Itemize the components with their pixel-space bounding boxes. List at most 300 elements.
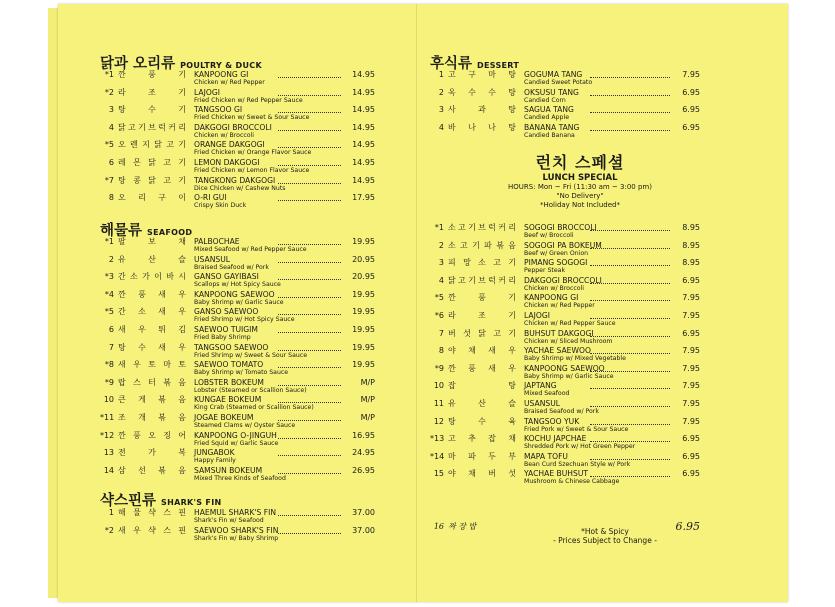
item-number: 11 <box>433 398 444 408</box>
item-number: 8 <box>108 193 114 203</box>
item-price: 14.95 <box>352 157 375 167</box>
item-name-en: PALBOCHAE <box>194 237 240 246</box>
item-description: Crispy Skin Duck <box>194 202 247 210</box>
item-name-ko: 탕 수 육 <box>448 416 516 426</box>
item-name-en: MAPA TOFU <box>524 451 568 461</box>
dot-leader <box>590 300 670 301</box>
dot-leader <box>590 388 670 389</box>
item-name-en: KANPOONG SAEWOO <box>524 363 605 373</box>
item-name-ko: 바 나 나 탕 <box>448 122 516 132</box>
menu-item <box>100 158 375 176</box>
item-number: 3 <box>438 105 444 115</box>
item-description: Chicken w/ Red Pepper <box>194 79 265 86</box>
item-name-en: SAMSUN BOKEUM <box>194 465 263 475</box>
dot-leader <box>590 283 670 284</box>
menu-item <box>430 364 700 382</box>
dot-leader <box>590 353 670 354</box>
item-name-ko: 고 추 잡 채 <box>448 434 516 444</box>
item-name-ko: 탕 수 기 <box>118 105 186 115</box>
item-name-en: DAKGOGI BROCCOLI <box>194 122 272 132</box>
item-description: Dice Chicken w/ Cashew Nuts <box>194 184 286 192</box>
lunch-hours: HOURS: Mon ~ Fri (11:30 am ~ 3:00 pm) <box>508 183 652 191</box>
item-description: Baby Shrimp w/ Mixed Vegetable <box>524 355 626 363</box>
section-header-sharksfin <box>100 489 221 510</box>
item-number: 7 <box>108 342 114 352</box>
menu-item <box>430 88 700 106</box>
item-number: *13 <box>430 434 445 444</box>
dot-leader <box>278 262 341 263</box>
item-price: 6.95 <box>682 105 700 115</box>
dot-leader <box>278 77 341 78</box>
item-name-en: SAEWOO SHARK'S FIN <box>194 525 279 535</box>
item-description: Steamed Clams w/ Oyster Sauce <box>194 421 296 429</box>
lunch-footer <box>530 527 680 545</box>
section-title-en: SEAFOOD <box>147 228 193 237</box>
item-name-ko: 짜 장 밥 <box>448 522 477 531</box>
item-number: 14 <box>103 465 114 475</box>
menu-item <box>430 381 700 399</box>
menu-item <box>100 272 375 290</box>
item-number: 4 <box>438 275 444 285</box>
dot-leader <box>590 459 670 460</box>
menu-item <box>430 311 700 329</box>
item-number: *1 <box>104 70 114 79</box>
item-number: 16 <box>433 522 444 531</box>
dot-leader <box>278 200 341 201</box>
dot-leader <box>278 402 341 403</box>
dot-leader <box>278 112 341 113</box>
dot-leader <box>278 165 341 166</box>
item-price: 14.95 <box>352 122 375 132</box>
item-description: Fried Pork w/ Sweet & Sour Sauce <box>524 425 629 433</box>
item-name-en: GOGUMA TANG <box>524 70 583 79</box>
item-number: *11 <box>100 412 115 422</box>
menu-item <box>430 434 700 452</box>
item-number: 1 <box>438 70 444 79</box>
item-name-ko: 전 가 복 <box>118 448 186 458</box>
item-price: 6.95 <box>682 328 700 338</box>
item-name-en: KANPOONG GI <box>194 70 249 79</box>
dot-leader <box>590 476 670 477</box>
item-description: Braised Seafood w/ Pork <box>524 407 599 415</box>
dot-leader <box>590 336 670 337</box>
menu-item <box>100 508 375 526</box>
item-description: Mushroom & Chinese Cabbage <box>524 478 620 486</box>
item-price: 19.95 <box>352 360 375 370</box>
item-name-en: LAJOGI <box>524 310 550 320</box>
section-title-ko: 샥스핀류 <box>100 493 157 509</box>
item-name-ko: 소 고 기 파 볶 음 <box>448 240 516 250</box>
item-name-ko: 옥 수 수 탕 <box>448 87 516 97</box>
item-number: *3 <box>104 272 114 282</box>
item-description: Mixed Three Kinds of Seafood <box>194 474 286 482</box>
item-price: 6.95 <box>682 469 700 479</box>
menu-item <box>100 105 375 123</box>
item-price: 6.95 <box>682 122 700 132</box>
menu-item <box>100 378 375 396</box>
dot-leader <box>278 130 341 131</box>
item-name-ko: 사 과 탕 <box>448 105 516 115</box>
lunch-holiday: *Holiday Not Included* <box>540 201 620 209</box>
item-name-en: BANANA TANG <box>524 122 580 132</box>
menu-item <box>430 346 700 364</box>
item-description: Shredded Pork w/ Hot Green Pepper <box>524 443 636 451</box>
dot-leader <box>278 332 341 333</box>
item-description: Braised Seafood w/ Pork <box>194 263 269 271</box>
item-number: 7 <box>438 328 444 338</box>
item-name-en: SAGUA TANG <box>524 105 574 115</box>
item-name-ko: 조 개 볶 음 <box>118 412 186 422</box>
menu-item <box>100 237 375 255</box>
item-name-en: ORANGE DAKGOGI <box>194 140 265 150</box>
item-number: 10 <box>103 395 114 405</box>
dot-leader <box>278 95 341 96</box>
item-price: 37.00 <box>352 508 375 517</box>
item-description: Beef w/ Green Onion <box>524 249 589 257</box>
item-description: Chicken w/ Red Pepper Sauce <box>524 319 616 327</box>
item-description: Candied Banana <box>524 131 575 139</box>
item-price: 7.95 <box>682 293 700 303</box>
dot-leader <box>590 248 670 249</box>
item-price: 14.95 <box>352 140 375 150</box>
menu-item <box>430 329 700 347</box>
dot-leader <box>278 183 341 184</box>
item-price: 14.95 <box>352 70 375 79</box>
item-price: 7.95 <box>682 416 700 426</box>
item-name-ko: 깐 풍 오 징 어 <box>118 430 186 440</box>
dot-leader <box>278 533 341 534</box>
section-title-en: SHARK'S FIN <box>161 498 222 507</box>
item-price: 14.95 <box>352 87 375 97</box>
item-description: Baby Shrimp w/ Tomato Sauce <box>194 369 289 377</box>
item-name-ko: 깐 풍 새 우 <box>448 363 516 373</box>
item-number: 2 <box>108 254 114 264</box>
item-description: Fried Chicken w/ Red Pepper Sauce <box>194 96 303 104</box>
item-number: *5 <box>104 307 114 317</box>
menu-item <box>430 276 700 294</box>
item-number: *2 <box>104 525 114 535</box>
menu-item <box>100 70 375 88</box>
menu-item <box>100 431 375 449</box>
item-number: *7 <box>104 175 114 185</box>
item-name-en: JOGAE BOKEUM <box>194 412 254 422</box>
item-name-en: LOBSTER BOKEUM <box>194 377 264 387</box>
item-number: 3 <box>438 258 444 268</box>
item-description: Bean Curd Szechuan Style w/ Pork <box>524 460 631 468</box>
item-price: 14.95 <box>352 175 375 185</box>
item-price: 7.95 <box>682 363 700 373</box>
item-number: *9 <box>434 363 444 373</box>
menu-item <box>430 258 700 276</box>
item-description: Beef w/ Broccoli <box>524 232 574 239</box>
seafood-list <box>100 237 375 483</box>
section-title-ko: 닭과 오리류 <box>100 56 176 72</box>
menu-item <box>100 466 375 484</box>
item-name-en: DAKGOGI BROCCOLI <box>524 275 602 285</box>
item-number: *2 <box>104 87 114 97</box>
item-description: Shark's Fin w/ Baby Shrimp <box>194 534 279 542</box>
menu-item <box>100 123 375 141</box>
dot-leader <box>590 95 670 96</box>
item-description: Fried Baby Shrimp <box>194 333 251 341</box>
item-description: Fried Shrimp w/ Hot Spicy Sauce <box>194 316 295 324</box>
item-description: Mixed Seafood <box>524 390 570 398</box>
item-number: *5 <box>104 140 114 150</box>
item-description: Fried Chicken w/ Sweet & Sour Sauce <box>194 114 310 122</box>
item-name-en: JUNGABOK <box>194 448 235 458</box>
item-number: 13 <box>103 448 114 458</box>
dot-leader <box>590 406 670 407</box>
lunch-title-en: LUNCH SPECIAL <box>542 173 618 183</box>
section-title-ko: 후식류 <box>430 56 473 72</box>
item-description: Chicken w/ Broccoli <box>194 131 254 139</box>
item-name-en: TANGSOO SAEWOO <box>194 342 269 352</box>
item-description: Fried Squid w/ Garlic Sauce <box>194 439 279 447</box>
item-name-ko: 라 조 기 <box>118 87 186 97</box>
item-price: 19.95 <box>352 307 375 317</box>
item-name-ko: 삼 선 볶 음 <box>118 465 186 475</box>
item-name-en: SAEWOO TUIGIM <box>194 324 258 334</box>
item-description: Chicken w/ Sliced Mushroom <box>524 337 613 345</box>
item-number: *6 <box>434 310 444 320</box>
item-price: M/P <box>360 377 375 387</box>
menu-item <box>100 526 375 544</box>
item-number: 2 <box>438 240 444 250</box>
item-price: 8.95 <box>682 240 700 250</box>
item-name-ko: 랍 스 터 볶 음 <box>118 377 186 387</box>
item-price: 19.95 <box>352 324 375 334</box>
item-description: Fried Shrimp w/ Sweet & Sour Sauce <box>194 351 307 359</box>
item-description: Fried Chicken w/ Lemon Flavor Sauce <box>194 166 310 174</box>
item-name-ko: 오 렌 지 닭 고 기 <box>118 140 186 150</box>
item-price: 6.95 <box>682 434 700 444</box>
item-description: Chicken w/ Broccoli <box>524 284 584 292</box>
item-price: 19.95 <box>352 237 375 246</box>
item-name-ko: 버 섯 닭 고 기 <box>448 328 516 338</box>
item-name-ko: 레 몬 닭 고 기 <box>118 157 186 167</box>
dot-leader <box>590 265 670 266</box>
item-name-ko: 라 조 기 <box>448 310 516 320</box>
menu-item <box>430 241 700 259</box>
item-name-en: KANPOONG SAEWOO <box>194 289 275 299</box>
item-name-en: O-RI GUI <box>194 193 227 203</box>
dot-leader <box>278 420 341 421</box>
dot-leader <box>278 244 341 245</box>
item-price: 19.95 <box>352 342 375 352</box>
item-name-ko: 탕 수 새 우 <box>118 342 186 352</box>
menu-item <box>430 105 700 123</box>
item-name-en: PIMANG SOGOGI <box>524 258 588 268</box>
item-name-en: LEMON DAKGOGI <box>194 157 260 167</box>
item-description: Baby Shrimp w/ Garlic Sauce <box>194 298 284 306</box>
dot-leader <box>278 147 341 148</box>
menu-item <box>430 70 700 88</box>
section-title-en: POULTRY & DUCK <box>180 61 262 70</box>
item-name-en: OKSUSU TANG <box>524 87 579 97</box>
dot-leader <box>278 455 341 456</box>
menu-item <box>100 307 375 325</box>
item-name-ko: 간 소 새 우 <box>118 307 186 317</box>
item-name-ko: 탕 콩 닭 고 기 <box>118 175 186 185</box>
item-number: 4 <box>108 122 114 132</box>
dot-leader <box>278 367 341 368</box>
item-price: M/P <box>360 412 375 422</box>
dot-leader <box>278 350 341 351</box>
item-name-en: YACHAE SAEWOO <box>524 346 591 356</box>
item-price: 7.95 <box>682 70 700 79</box>
item-description: Candied Sweet Potato <box>524 79 593 86</box>
item-price: 7.95 <box>682 381 700 391</box>
item-name-en: GANSO SAEWOO <box>194 307 259 317</box>
item-name-en: SOGOGI PA BOKEUM <box>524 240 602 250</box>
dot-leader <box>590 130 670 131</box>
menu-item <box>100 255 375 273</box>
item-name-en: KOCHU JAPCHAE <box>524 434 587 444</box>
sharksfin-list <box>100 508 375 543</box>
menu-item <box>430 293 700 311</box>
item-description: Baby Shrimp w/ Garlic Sauce <box>524 372 614 380</box>
item-price: 26.95 <box>352 465 375 475</box>
item-name-ko: 닭 고 기 브 럭 커 리 <box>118 122 186 132</box>
item-name-en: USANSUL <box>524 398 561 408</box>
dessert-list <box>430 70 700 140</box>
menu-item <box>430 417 700 435</box>
item-description: Scallops w/ Hot Spicy Sauce <box>194 281 281 289</box>
item-number: 10 <box>433 381 444 391</box>
prices-note: - Prices Subject to Change - <box>553 536 657 545</box>
lunch-list <box>430 223 700 487</box>
item-description: Fried Chicken w/ Orange Flavor Sauce <box>194 149 312 157</box>
dot-leader <box>278 314 341 315</box>
item-price: 7.95 <box>682 310 700 320</box>
item-name-en: SAEWOO TOMATO <box>194 360 264 370</box>
item-name-ko: 잡 탕 <box>448 381 516 391</box>
item-name-ko: 야 채 새 우 <box>448 346 516 356</box>
menu-item <box>100 290 375 308</box>
dot-leader <box>278 279 341 280</box>
section-title-ko: 해물류 <box>100 223 143 239</box>
menu-item <box>100 193 375 211</box>
item-name-en: LAJOGI <box>194 87 220 97</box>
item-name-ko: 팔 보 채 <box>118 237 186 246</box>
item-price: 20.95 <box>352 272 375 282</box>
menu-item <box>430 123 700 141</box>
item-name-ko: 유 산 슬 <box>118 254 186 264</box>
item-name-ko: 피 망 소 고 기 <box>448 258 516 268</box>
item-name-ko: 소 고 기 브 럭 커 리 <box>448 223 516 232</box>
item-price: 20.95 <box>352 254 375 264</box>
item-price: 6.95 <box>675 520 700 533</box>
lunch-special-header <box>430 150 730 210</box>
item-description: King Crab (Steamed or Scallion Sauce) <box>194 404 314 412</box>
item-name-ko: 고 구 마 탕 <box>448 70 516 79</box>
item-name-ko: 야 채 버 섯 <box>448 469 516 479</box>
lunch-no-delivery: "No Delivery" <box>556 192 604 200</box>
item-name-en: HAEMUL SHARK'S FIN <box>194 508 277 517</box>
item-number: *12 <box>100 430 115 440</box>
menu-item <box>100 88 375 106</box>
item-price: 8.95 <box>682 258 700 268</box>
menu-item <box>430 452 700 470</box>
item-name-en: TANGKONG DAKGOGI <box>194 175 276 185</box>
item-name-ko: 깐 풍 기 <box>448 293 516 303</box>
item-number: *1 <box>104 237 114 246</box>
menu-item <box>100 448 375 466</box>
dot-leader <box>590 77 670 78</box>
dot-leader <box>278 515 341 516</box>
item-name-en: KANPOONG GI <box>524 293 579 303</box>
menu-item <box>430 399 700 417</box>
item-description: Lobster (Steamed or Scallion Sauce) <box>194 386 307 394</box>
item-number: *9 <box>104 377 114 387</box>
item-number: *5 <box>434 293 444 303</box>
item-name-en: JAPTANG <box>524 381 557 391</box>
item-name-en: KUNGAE BOKEUM <box>194 395 262 405</box>
item-name-ko: 새 우 토 마 토 <box>118 360 186 370</box>
item-name-ko: 오 리 구 이 <box>118 193 186 203</box>
item-name-ko: 해 물 샥 스 핀 <box>118 508 186 517</box>
menu-item <box>100 395 375 413</box>
dot-leader <box>278 473 341 474</box>
item-price: 7.95 <box>682 398 700 408</box>
item-price: 24.95 <box>352 448 375 458</box>
item-number: 15 <box>433 469 444 479</box>
item-number: 2 <box>438 87 444 97</box>
item-name-en: KANPOONG O-JINGUH <box>194 430 277 440</box>
item-price: 14.95 <box>352 105 375 115</box>
item-name-ko: 마 파 두 부 <box>448 451 516 461</box>
item-name-ko: 새 우 튀 김 <box>118 324 186 334</box>
dot-leader <box>590 371 670 372</box>
item-price: 16.95 <box>352 430 375 440</box>
item-description: Pepper Steak <box>524 267 566 275</box>
item-name-en: GANSO GAYIBASI <box>194 272 259 282</box>
item-name-en: BUHSUT DAKGOGI <box>524 328 594 338</box>
item-number: *4 <box>104 289 114 299</box>
menu-item <box>100 343 375 361</box>
dot-leader <box>590 230 670 231</box>
item-name-ko: 깐 풍 새 우 <box>118 289 186 299</box>
item-name-ko: 닭 고 기 브 럭 커 리 <box>448 275 516 285</box>
item-number: *1 <box>434 223 444 232</box>
item-name-ko: 큰 게 볶 음 <box>118 395 186 405</box>
fold-line <box>416 4 417 602</box>
hot-spicy-note: *Hot & Spicy <box>581 527 629 536</box>
item-number: 12 <box>433 416 444 426</box>
item-price: 6.95 <box>682 87 700 97</box>
menu-item <box>100 360 375 378</box>
item-price: 7.95 <box>682 346 700 356</box>
item-name-ko: 간 소 가 이 바 시 <box>118 272 186 282</box>
dot-leader <box>590 424 670 425</box>
item-price: 17.95 <box>352 193 375 203</box>
item-name-en: TANGSOO GI <box>194 105 243 115</box>
poultry-list <box>100 70 375 211</box>
item-description: Shark's Fin w/ Seafood <box>194 517 264 524</box>
item-price: 6.95 <box>682 451 700 461</box>
item-name-en: YACHAE BUHSUT <box>524 469 589 479</box>
dot-leader <box>590 318 670 319</box>
dot-leader <box>278 438 341 439</box>
item-number: *14 <box>430 451 445 461</box>
item-description: Candied Apple <box>524 114 569 122</box>
dot-leader <box>590 112 670 113</box>
menu-item <box>100 140 375 158</box>
item-description: Chicken w/ Red Pepper <box>524 302 595 310</box>
item-description: Candied Corn <box>524 96 566 104</box>
item-number: 1 <box>108 508 114 517</box>
item-price: M/P <box>360 395 375 405</box>
